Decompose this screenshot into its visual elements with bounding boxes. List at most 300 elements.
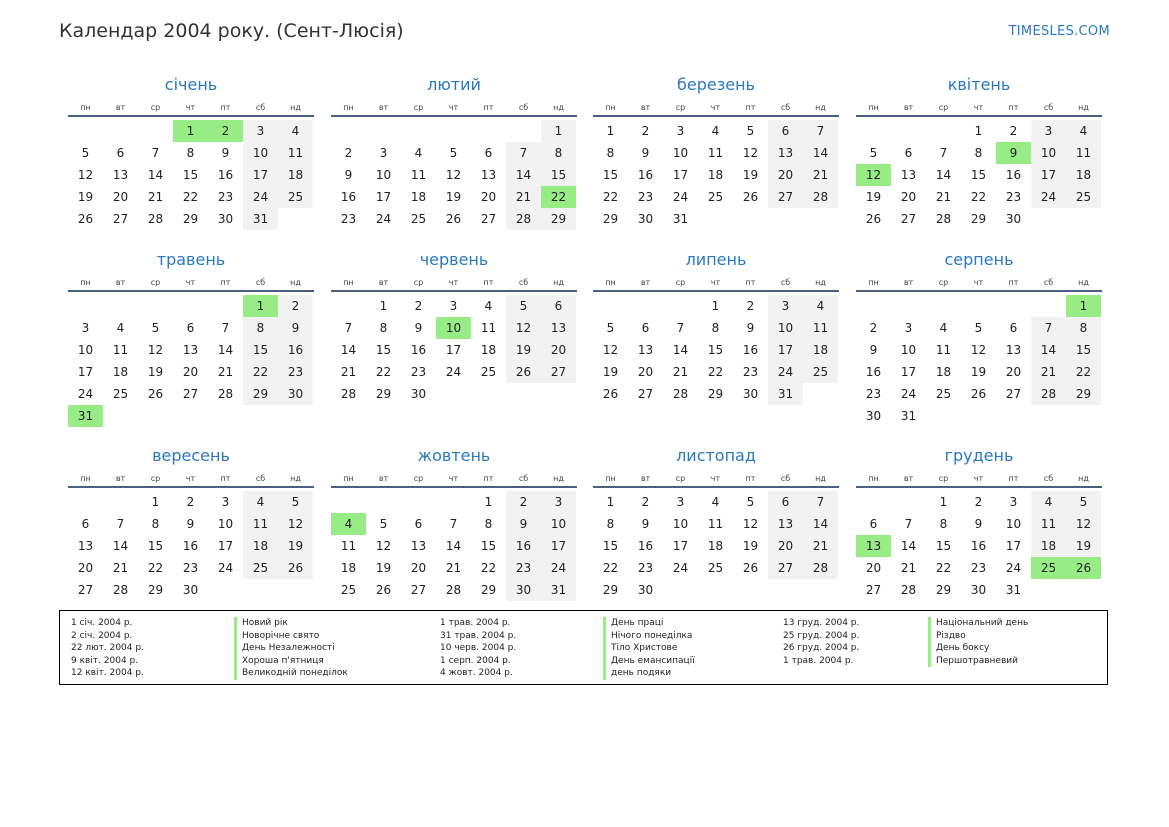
empty-cell	[68, 491, 103, 513]
month-name: червень	[419, 250, 489, 269]
day-cell: 11	[707, 146, 724, 160]
legend-dates-col-3	[783, 617, 859, 667]
day-cell: 8	[974, 146, 983, 160]
weekday-label: сб	[1043, 474, 1054, 483]
holiday-day-cell: 1	[173, 120, 208, 142]
empty-cell	[961, 295, 996, 317]
day-cell: 20	[637, 365, 654, 379]
day-cell: 20	[768, 535, 803, 557]
day-cell: 6	[186, 321, 195, 335]
day-cell: 9	[641, 146, 650, 160]
empty-cell	[856, 295, 891, 317]
day-cell: 8	[151, 517, 160, 531]
weekday-label: сб	[1043, 278, 1054, 287]
day-cell: 3	[676, 495, 685, 509]
day-cell: 2	[641, 495, 650, 509]
empty-cell	[593, 295, 628, 317]
day-cell: 31	[672, 212, 689, 226]
weekday-label: ср	[675, 474, 686, 483]
legend-holiday-name: День боксу	[928, 642, 1028, 655]
weekday-label: нд	[553, 103, 564, 112]
weekday-label: вт	[640, 474, 651, 483]
weekday-label: ср	[938, 474, 949, 483]
day-cell: 17	[77, 365, 94, 379]
month-block	[331, 74, 577, 230]
day-cell: 30	[637, 212, 654, 226]
day-cell: 14	[672, 343, 689, 357]
empty-cell	[471, 120, 506, 142]
day-cell: 15	[147, 539, 164, 553]
legend-holiday-name: Великодній понеділок	[234, 667, 348, 680]
day-cell: 23	[865, 387, 882, 401]
weekday-label: вт	[115, 474, 126, 483]
day-cell: 14	[147, 168, 164, 182]
day-cell: 4	[1031, 491, 1066, 513]
weekday-label: вт	[903, 103, 914, 112]
day-cell: 24	[541, 557, 576, 579]
weekday-label: ср	[413, 103, 424, 112]
holiday-day-cell: 22	[541, 186, 576, 208]
day-cell: 24	[900, 387, 917, 401]
day-cell: 20	[1005, 365, 1022, 379]
weekday-label: вт	[903, 278, 914, 287]
day-cell: 8	[541, 142, 576, 164]
weekday-label: ср	[675, 278, 686, 287]
day-cell: 9	[414, 321, 423, 335]
weekday-label: нд	[1078, 474, 1089, 483]
day-cell: 26	[865, 212, 882, 226]
day-cell: 25	[803, 361, 838, 383]
weekday-label: сб	[255, 474, 266, 483]
empty-cell	[856, 491, 891, 513]
day-cell: 5	[449, 146, 458, 160]
month-block	[593, 249, 839, 405]
day-cell: 10	[672, 146, 689, 160]
day-cell: 6	[484, 146, 493, 160]
day-cell: 1	[711, 299, 720, 313]
day-cell: 10	[243, 142, 278, 164]
day-cell: 16	[970, 539, 987, 553]
day-cell: 28	[506, 208, 541, 230]
day-cell: 29	[970, 212, 987, 226]
day-cell: 21	[506, 186, 541, 208]
day-cell: 19	[1066, 535, 1101, 557]
empty-cell	[891, 120, 926, 142]
day-cell: 16	[865, 365, 882, 379]
weekday-label: пт	[220, 278, 231, 287]
month-name: лютий	[427, 75, 481, 94]
day-cell: 2	[278, 295, 313, 317]
weekday-header	[593, 275, 839, 292]
day-cell: 26	[602, 387, 619, 401]
weekday-label: пн	[605, 278, 616, 287]
day-cell: 8	[1066, 317, 1101, 339]
month-block	[331, 249, 577, 405]
day-cell: 30	[217, 212, 234, 226]
day-cell: 11	[1066, 142, 1101, 164]
day-cell: 26	[742, 561, 759, 575]
day-cell: 17	[768, 339, 803, 361]
day-cell: 18	[707, 539, 724, 553]
holiday-day-cell: 13	[856, 535, 891, 557]
legend-holiday-name: день подяки	[603, 667, 695, 680]
day-cell: 22	[935, 561, 952, 575]
day-cell: 11	[340, 539, 357, 553]
day-cell: 31	[900, 409, 917, 423]
day-cell: 11	[410, 168, 427, 182]
weekday-label: пн	[80, 103, 91, 112]
day-cell: 4	[939, 321, 948, 335]
day-cell: 9	[869, 343, 878, 357]
weekday-label: чт	[973, 278, 984, 287]
day-cell: 9	[344, 168, 353, 182]
day-cell: 16	[506, 535, 541, 557]
day-cell: 23	[182, 561, 199, 575]
day-cell: 13	[182, 343, 199, 357]
day-cell: 26	[375, 583, 392, 597]
day-cell: 1	[151, 495, 160, 509]
day-cell: 5	[974, 321, 983, 335]
day-cell: 14	[112, 539, 129, 553]
day-cell: 5	[278, 491, 313, 513]
day-cell: 29	[707, 387, 724, 401]
day-cell: 4	[484, 299, 493, 313]
day-cell: 16	[340, 190, 357, 204]
day-cell: 8	[484, 517, 493, 531]
day-cell: 29	[541, 208, 576, 230]
weekday-header	[856, 100, 1102, 117]
weekday-label: сб	[518, 278, 529, 287]
day-cell: 3	[379, 146, 388, 160]
day-cell: 10	[375, 168, 392, 182]
day-cell: 14	[803, 142, 838, 164]
day-cell: 5	[606, 321, 615, 335]
weekday-label: пт	[483, 103, 494, 112]
holiday-day-cell: 1	[1066, 295, 1101, 317]
legend-date: 1 січ. 2004 р.	[71, 618, 133, 628]
weekday-label: сб	[1043, 103, 1054, 112]
day-cell: 12	[147, 343, 164, 357]
day-cell: 6	[1009, 321, 1018, 335]
empty-cell	[401, 491, 436, 513]
day-cell: 2	[1009, 124, 1018, 138]
day-cell: 13	[77, 539, 94, 553]
month-name: квітень	[947, 75, 1011, 94]
day-cell: 28	[147, 212, 164, 226]
legend-holiday-name: Різдво	[928, 630, 1028, 643]
day-cell: 16	[637, 168, 654, 182]
day-cell: 19	[375, 561, 392, 575]
month-block	[331, 445, 577, 601]
day-grid	[331, 295, 577, 405]
day-cell: 23	[217, 190, 234, 204]
day-grid	[593, 120, 839, 230]
day-cell: 26	[77, 212, 94, 226]
day-cell: 23	[1005, 190, 1022, 204]
day-cell: 2	[869, 321, 878, 335]
day-cell: 5	[746, 124, 755, 138]
day-cell: 20	[900, 190, 917, 204]
day-cell: 6	[904, 146, 913, 160]
month-block	[856, 249, 1102, 427]
day-cell: 6	[116, 146, 125, 160]
day-cell: 20	[768, 164, 803, 186]
day-cell: 1	[974, 124, 983, 138]
legend-date: 1 трав. 2004 р.	[440, 618, 511, 628]
day-cell: 19	[147, 365, 164, 379]
day-cell: 10	[768, 317, 803, 339]
day-cell: 21	[147, 190, 164, 204]
empty-cell	[331, 491, 366, 513]
day-cell: 10	[1005, 517, 1022, 531]
day-cell: 4	[278, 120, 313, 142]
day-cell: 7	[939, 146, 948, 160]
day-cell: 17	[243, 164, 278, 186]
day-cell: 27	[410, 583, 427, 597]
day-cell: 29	[602, 212, 619, 226]
month-name: січень	[164, 75, 218, 94]
day-cell: 29	[480, 583, 497, 597]
legend-names-col-2	[603, 617, 695, 680]
legend-dates-col-2	[440, 617, 516, 680]
day-cell: 20	[541, 339, 576, 361]
day-cell: 7	[344, 321, 353, 335]
month-block	[68, 74, 314, 230]
day-cell: 18	[935, 365, 952, 379]
day-cell: 26	[445, 212, 462, 226]
weekday-label: сб	[518, 474, 529, 483]
day-cell: 7	[904, 517, 913, 531]
weekday-label: пн	[80, 278, 91, 287]
weekday-label: вт	[640, 103, 651, 112]
empty-cell	[103, 491, 138, 513]
day-cell: 19	[742, 168, 759, 182]
holiday-day-cell: 9	[996, 142, 1031, 164]
day-cell: 1	[939, 495, 948, 509]
holiday-legend	[59, 610, 1108, 685]
weekday-label: пт	[1008, 278, 1019, 287]
weekday-label: вт	[903, 474, 914, 483]
day-cell: 10	[217, 517, 234, 531]
day-cell: 28	[900, 583, 917, 597]
empty-cell	[68, 120, 103, 142]
day-cell: 7	[221, 321, 230, 335]
day-cell: 22	[480, 561, 497, 575]
day-cell: 8	[186, 146, 195, 160]
month-block	[68, 445, 314, 601]
day-cell: 28	[445, 583, 462, 597]
weekday-label: ср	[150, 103, 161, 112]
legend-date: 25 груд. 2004 р.	[783, 630, 860, 641]
day-cell: 9	[221, 146, 230, 160]
weekday-label: чт	[185, 474, 196, 483]
weekday-label: вт	[378, 474, 389, 483]
day-cell: 15	[1066, 339, 1101, 361]
empty-cell	[926, 295, 961, 317]
weekday-label: нд	[553, 474, 564, 483]
day-cell: 4	[116, 321, 125, 335]
day-cell: 29	[243, 383, 278, 405]
weekday-label: нд	[1078, 278, 1089, 287]
day-cell: 22	[602, 561, 619, 575]
weekday-label: вт	[640, 278, 651, 287]
holiday-day-cell: 2	[208, 120, 243, 142]
day-cell: 21	[672, 365, 689, 379]
day-cell: 17	[541, 535, 576, 557]
day-cell: 19	[970, 365, 987, 379]
weekday-header	[68, 275, 314, 292]
brand-link[interactable]: TIMESLES.COM	[1008, 24, 1110, 39]
month-block	[856, 445, 1102, 601]
weekday-header	[856, 471, 1102, 488]
day-cell: 6	[541, 295, 576, 317]
weekday-label: пн	[343, 278, 354, 287]
day-cell: 19	[506, 339, 541, 361]
weekday-label: вт	[378, 103, 389, 112]
weekday-label: чт	[973, 474, 984, 483]
day-cell: 15	[707, 343, 724, 357]
empty-cell	[628, 295, 663, 317]
day-cell: 14	[803, 513, 838, 535]
empty-cell	[138, 295, 173, 317]
weekday-label: чт	[710, 103, 721, 112]
day-cell: 16	[637, 539, 654, 553]
weekday-label: ср	[150, 278, 161, 287]
day-cell: 24	[672, 190, 689, 204]
empty-cell	[68, 295, 103, 317]
day-cell: 13	[541, 317, 576, 339]
day-cell: 12	[375, 539, 392, 553]
day-cell: 10	[1031, 142, 1066, 164]
day-cell: 16	[182, 539, 199, 553]
day-cell: 28	[803, 186, 838, 208]
weekday-header	[593, 100, 839, 117]
legend-holiday-name: Новорічне свято	[234, 630, 348, 643]
day-cell: 21	[445, 561, 462, 575]
weekday-header	[331, 275, 577, 292]
day-cell: 16	[217, 168, 234, 182]
legend-date: 1 трав. 2004 р.	[783, 655, 854, 666]
day-cell: 31	[1005, 583, 1022, 597]
day-cell: 24	[445, 365, 462, 379]
weekday-label: пн	[868, 103, 879, 112]
legend-date: 31 трав. 2004 р.	[440, 630, 517, 641]
weekday-header	[68, 100, 314, 117]
day-cell: 24	[768, 361, 803, 383]
month-name: серпень	[944, 250, 1014, 269]
day-cell: 11	[112, 343, 129, 357]
day-cell: 12	[970, 343, 987, 357]
day-cell: 26	[147, 387, 164, 401]
day-cell: 20	[865, 561, 882, 575]
day-cell: 9	[278, 317, 313, 339]
empty-cell	[1031, 295, 1066, 317]
weekday-label: нд	[290, 278, 301, 287]
day-grid	[68, 295, 314, 427]
weekday-label: нд	[815, 103, 826, 112]
legend-holiday-name: Нічого понеділка	[603, 630, 695, 643]
day-cell: 15	[935, 539, 952, 553]
day-cell: 2	[506, 491, 541, 513]
day-cell: 20	[410, 561, 427, 575]
weekday-label: пн	[605, 103, 616, 112]
day-cell: 28	[1031, 383, 1066, 405]
day-cell: 15	[970, 168, 987, 182]
day-cell: 10	[541, 513, 576, 535]
day-cell: 2	[186, 495, 195, 509]
day-cell: 20	[77, 561, 94, 575]
day-cell: 17	[375, 190, 392, 204]
holiday-day-cell: 25	[1031, 557, 1066, 579]
day-cell: 29	[1066, 383, 1101, 405]
day-cell: 23	[970, 561, 987, 575]
day-cell: 30	[742, 387, 759, 401]
day-cell: 15	[602, 168, 619, 182]
day-cell: 26	[742, 190, 759, 204]
weekday-header	[331, 100, 577, 117]
day-cell: 13	[112, 168, 129, 182]
day-cell: 30	[1005, 212, 1022, 226]
day-cell: 11	[243, 513, 278, 535]
month-name: березень	[677, 75, 755, 94]
day-cell: 30	[506, 579, 541, 601]
day-cell: 12	[445, 168, 462, 182]
holiday-day-cell: 10	[436, 317, 471, 339]
weekday-label: пт	[745, 474, 756, 483]
day-cell: 6	[414, 517, 423, 531]
day-cell: 25	[278, 186, 313, 208]
day-cell: 7	[803, 491, 838, 513]
day-cell: 25	[340, 583, 357, 597]
day-cell: 21	[803, 164, 838, 186]
day-cell: 25	[935, 387, 952, 401]
day-cell: 18	[112, 365, 129, 379]
empty-cell	[103, 295, 138, 317]
weekday-label: чт	[448, 278, 459, 287]
legend-holiday-name: День емансипації	[603, 655, 695, 668]
day-cell: 23	[340, 212, 357, 226]
day-grid	[593, 491, 839, 601]
month-name: вересень	[152, 446, 230, 465]
day-cell: 12	[742, 517, 759, 531]
holiday-day-cell: 4	[331, 513, 366, 535]
day-cell: 7	[506, 142, 541, 164]
day-cell: 5	[379, 517, 388, 531]
day-cell: 3	[1009, 495, 1018, 509]
day-cell: 9	[974, 517, 983, 531]
weekday-label: пт	[220, 103, 231, 112]
day-cell: 27	[112, 212, 129, 226]
day-cell: 31	[243, 208, 278, 230]
day-cell: 11	[278, 142, 313, 164]
day-cell: 8	[379, 321, 388, 335]
day-cell: 6	[869, 517, 878, 531]
day-cell: 24	[672, 561, 689, 575]
day-cell: 13	[768, 142, 803, 164]
day-cell: 16	[1005, 168, 1022, 182]
day-cell: 24	[77, 387, 94, 401]
day-cell: 22	[243, 361, 278, 383]
day-cell: 15	[480, 539, 497, 553]
empty-cell	[663, 295, 698, 317]
day-cell: 13	[900, 168, 917, 182]
day-cell: 18	[803, 339, 838, 361]
day-cell: 17	[672, 539, 689, 553]
day-cell: 8	[711, 321, 720, 335]
day-cell: 2	[641, 124, 650, 138]
day-cell: 29	[147, 583, 164, 597]
day-grid	[856, 120, 1102, 230]
